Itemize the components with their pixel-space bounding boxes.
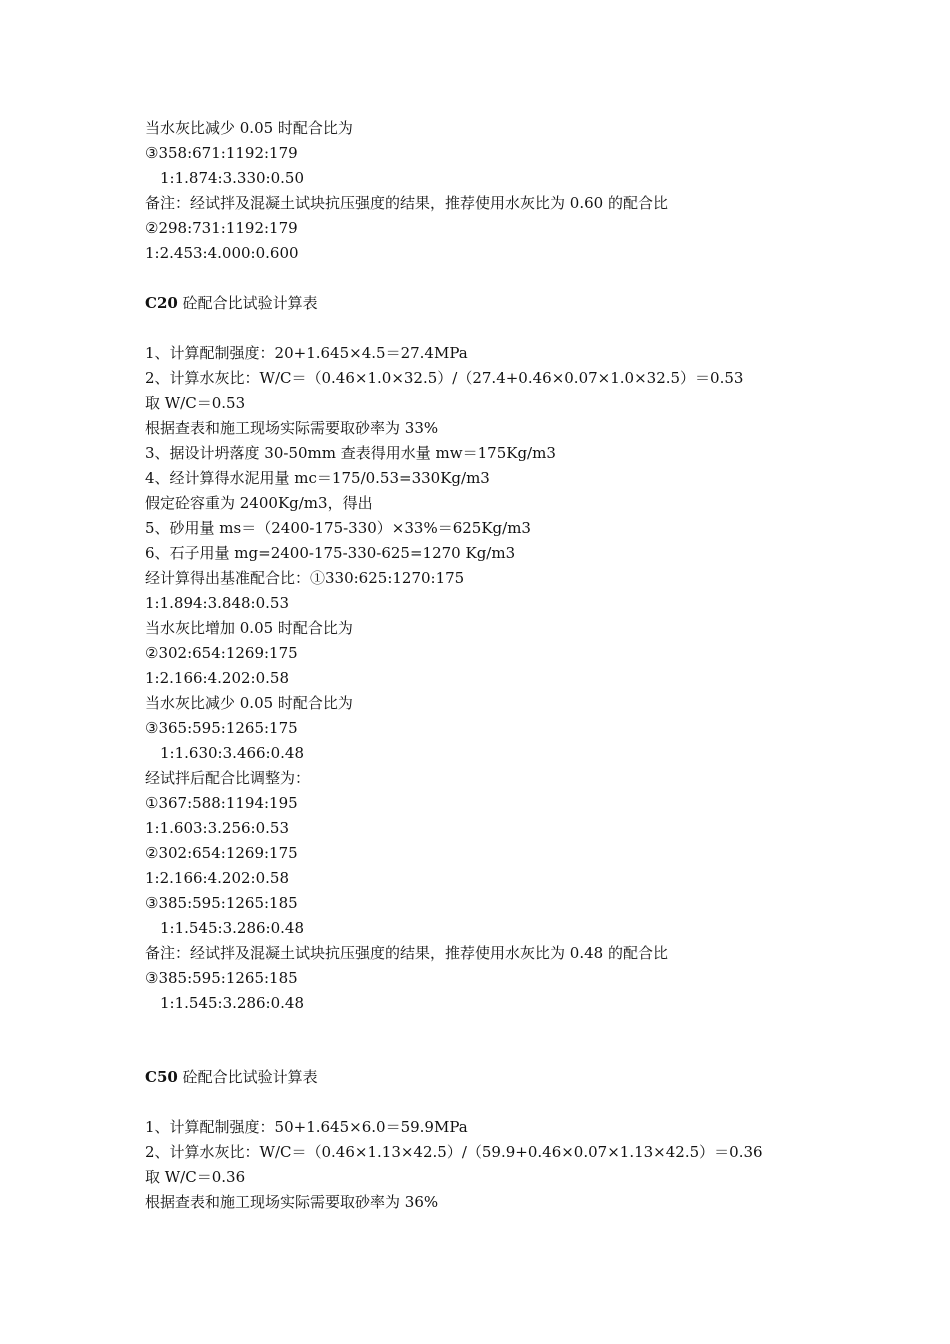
text-line: 5、砂用量 ms＝（2400-175-330）×33%＝625Kg/m3 — [145, 519, 531, 537]
text-line: ③385:595:1265:185 — [145, 894, 298, 912]
text-line: ①367:588:1194:195 — [145, 794, 298, 812]
text-line: 1:1.894:3.848:0.53 — [145, 594, 289, 612]
text-line: 当水灰比增加 0.05 时配合比为 — [145, 619, 353, 637]
text-line: ②302:654:1269:175 — [145, 644, 298, 662]
text-line: 1:1.630:3.466:0.48 — [160, 744, 304, 762]
text-line: 根据查表和施工现场实际需要取砂率为 36% — [145, 1193, 439, 1211]
text-line: 1:2.453:4.000:0.600 — [145, 244, 299, 262]
text-line: 4、经计算得水泥用量 mc＝175/0.53=330Kg/m3 — [145, 469, 490, 487]
text-line: 1:2.166:4.202:0.58 — [145, 669, 289, 687]
text-line: ②302:654:1269:175 — [145, 844, 298, 862]
text-line: 3、据设计坍落度 30-50mm 查表得用水量 mw＝175Kg/m3 — [145, 444, 556, 462]
section-code: C20 — [145, 294, 178, 312]
text-line: ③365:595:1265:175 — [145, 719, 298, 737]
text-line: 1:1.545:3.286:0.48 — [160, 994, 304, 1012]
section-title-c20 — [145, 293, 318, 313]
text-line: 根据查表和施工现场实际需要取砂率为 33% — [145, 419, 439, 437]
text-line: ③385:595:1265:185 — [145, 969, 298, 987]
text-line: 1:1.545:3.286:0.48 — [160, 919, 304, 937]
section-code: C50 — [145, 1068, 178, 1086]
text-line: ②298:731:1192:179 — [145, 219, 298, 237]
text-line: 假定砼容重为 2400Kg/m3，得出 — [145, 494, 373, 512]
text-line: 取 W/C＝0.53 — [145, 394, 246, 412]
text-line: 2、计算水灰比：W/C＝（0.46×1.13×42.5）/（59.9+0.46×0.07×1.13×42.5）＝0.36 — [145, 1143, 763, 1161]
text-line: 1:2.166:4.202:0.58 — [145, 869, 289, 887]
text-line: 1:1.874:3.330:0.50 — [160, 169, 304, 187]
text-line: 备注：经试拌及混凝土试块抗压强度的结果，推荐使用水灰比为 0.48 的配合比 — [145, 944, 668, 962]
text-line: 当水灰比减少 0.05 时配合比为 — [145, 119, 353, 137]
section-title-c50 — [145, 1067, 318, 1087]
text-line: ③358:671:1192:179 — [145, 144, 298, 162]
text-line: 取 W/C＝0.36 — [145, 1168, 246, 1186]
text-line: 1、计算配制强度：20+1.645×4.5＝27.4MPa — [145, 344, 468, 362]
text-line: 当水灰比减少 0.05 时配合比为 — [145, 694, 353, 712]
text-line: 备注：经试拌及混凝土试块抗压强度的结果，推荐使用水灰比为 0.60 的配合比 — [145, 194, 668, 212]
text-line: 经计算得出基准配合比：①330:625:1270:175 — [145, 569, 465, 587]
text-line: 1、计算配制强度：50+1.645×6.0＝59.9MPa — [145, 1118, 468, 1136]
text-line: 2、计算水灰比：W/C＝（0.46×1.0×32.5）/（27.4+0.46×0.07×1.0×32.5）＝0.53 — [145, 369, 744, 387]
text-line: 1:1.603:3.256:0.53 — [145, 819, 289, 837]
text-line: 6、石子用量 mg=2400-175-330-625=1270 Kg/m3 — [145, 544, 516, 562]
text-line: 经试拌后配合比调整为： — [145, 769, 311, 787]
section-title-text: 砼配合比试验计算表 — [182, 1068, 318, 1086]
section-title-text: 砼配合比试验计算表 — [182, 294, 318, 312]
